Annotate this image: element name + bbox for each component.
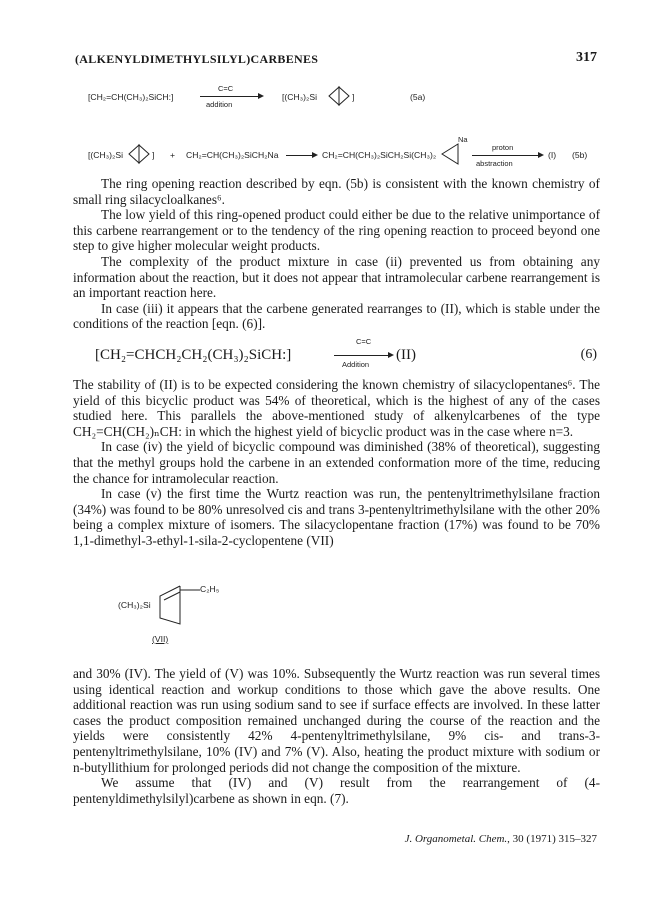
paragraph-9: We assume that (IV) and (V) result from the rearrangement of (4-pentenyldimethylsilyl)carbene as shown in eqn. (7). [73,775,600,806]
scheme-5b-arrow-top: proton [492,143,514,152]
scheme-5b-reactant2: CH₂=CH(CH₃)₂SiCH₂Na [186,150,279,160]
scheme-5a-arrow-top: C=C [218,84,234,93]
body-text-bottom [73,666,600,806]
scheme-5b-product: CH₂=CH(CH₃)₂SiCH₂Si(CH₃)₂ [322,150,437,160]
structure-vii-si-group: (CH₃)₂Si [118,600,151,610]
paragraph-6: In case (iv) the yield of bicyclic compound was diminished (38% of theoretical), suggesting that the methyl groups hold the carbene in an extended conformation more of the time, reducing the chance for intramolecular reaction. [73,439,600,486]
eqn6-arrow-top: C=C [356,337,372,346]
scheme-5b-arrow1 [286,155,316,156]
scheme-5b-label: (5b) [572,150,588,160]
paragraph-3: The complexity of the product mixture in case (ii) prevented us from obtaining any information about the reaction, but it does not appear that intramolecular carbene rearrangement is an important reaction here. [73,253,600,301]
paragraph-2: The low yield of this ring-opened product could either be due to the relative unimportance of this carbene rearrangement or to the tendency of the ring opening reaction to proceed beyond one step to give higher molecular weight products. [73,207,600,254]
bicyclic-ring-icon [326,84,355,108]
running-title: (ALKENYLDIMETHYLSILYL)CARBENES [75,52,319,66]
paragraph-5: The stability of (II) is to be expected considering the known chemistry of silacyclopentanes⁶. The yield of this bicyclic product was 54% of theoretical, which is the highest of any of the cases studied here. This parallels the above-mentioned study of alkenylcarbenes of the type CH₂=CH(CH₂)ₙCH: in which the highest yield of bicyclic product was in the case where n=3. [73,377,600,439]
scheme-5b-na: Na [458,135,468,144]
eqn6-lhs: [CH₂=CHCH₂CH₂(CH₃)₂SiCH:] [95,347,292,363]
paragraph-8: and 30% (IV). The yield of (V) was 10%. Subsequently the Wurtz reaction was run several times using identical reaction and workup conditions to those which gave the above results. One additional reaction was run using sodium sand to see if surface effects are involved. In these latter cases the product composition remained unchanged during the course of the reaction and the yields were consistently 42% 4-pentenyltrimethylsilane, 9% cis- and trans-3-pentenyltrimethylsilane, 10% (IV) and 7% (V). Also, heating the product mixture with sodium or n-butyllithium for prolonged periods did not change the composition of the mixture. [73,666,600,775]
eqn6-label: (6) [580,347,597,362]
paragraph-1: The ring opening reaction described by eqn. (5b) is consistent with the known chemistry of small ring silacycloalkanes⁶. [73,176,600,207]
scheme-5a-arrow-bottom: addition [206,100,233,109]
eqn6-arrow-bottom: Addition [342,360,370,369]
scheme-5b-arrow-bottom: abstraction [476,159,513,168]
scheme-5b-arrow2 [472,155,542,156]
scheme-5b-plus: + [170,150,176,160]
journal-name: J. Organometal. Chem. [404,833,508,845]
body-text-top [73,176,600,332]
page-number: 317 [576,50,597,65]
paragraph-4: In case (iii) it appears that the carbene generated rearranges to (II), which is stable under the conditions of the reaction [eqn. (6)]. [73,300,600,332]
scheme-5b-reactant1-close: ] [152,150,155,160]
body-text-middle [73,377,600,549]
scheme-5b-result: (I) [548,150,557,160]
journal-citation [405,833,597,845]
eqn6-arrow [334,355,392,356]
structure-vii-substituent: C₂H₅ [200,584,220,594]
scheme-5a-product-close: ] [352,92,355,102]
scheme-5a-reactant: [CH₂=CH(CH₃)₂SiCH:] [88,92,174,102]
paragraph-7: In case (v) the first time the Wurtz reaction was run, the pentenyltrimethylsilane fraction (34%) was found to be 80% unresolved cis and trans 3-pentenyltrimethylsilane with the other 20% being a complex mixture of isomers. The silacyclopentane fraction (17%) was found to be 70% 1,1-dimethyl-3-ethyl-1-sila-2-cyclopentene (VII) [73,486,600,548]
scheme-5a-label: (5a) [410,92,426,102]
structure-vii-label: (VII) [152,634,169,644]
scheme-5a-product: [(CH₃)₂Si [282,92,318,102]
eqn6-rhs: (II) [396,347,416,363]
scheme-5b-reactant1: [(CH₃)₂Si [88,150,124,160]
bicyclic-ring-icon [126,142,155,166]
journal-volume: , 30 (1971) 315–327 [507,833,597,845]
scheme-5a-arrow [200,96,262,97]
